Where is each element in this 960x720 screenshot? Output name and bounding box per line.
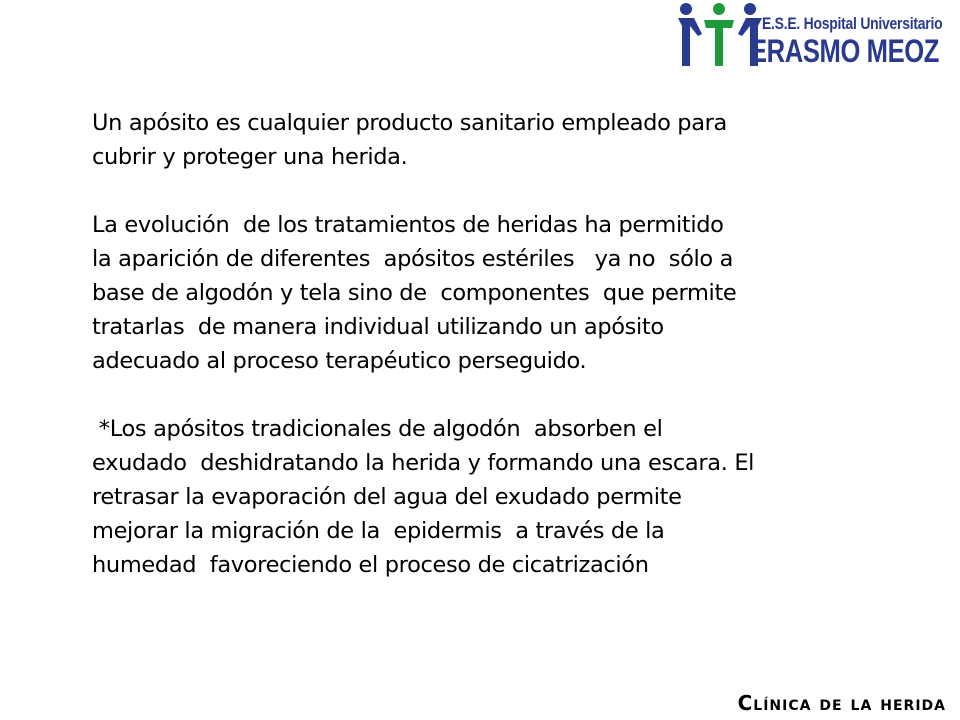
text-line: la aparición de diferentes apósitos estériles ya no sólo a: [92, 246, 734, 272]
text-line: adecuado al proceso terapéutico perseguido.: [92, 348, 587, 374]
text-line: base de algodón y tela sino de componentes que permite: [92, 280, 737, 306]
paragraph-evolution: [92, 208, 952, 378]
text-line: retrasar la evaporación del agua del exudado permite: [92, 484, 682, 510]
logo-hospital-name: ERASMO MEOZ: [750, 33, 940, 69]
text-line: mejorar la migración de la epidermis a través de la: [92, 518, 665, 544]
text-line: *Los apósitos tradicionales de algodón absorben el: [92, 416, 663, 442]
text-line: La evolución de los tratamientos de heridas ha permitido: [92, 212, 724, 238]
text-line: cubrir y proteger una herida.: [92, 144, 408, 170]
hospital-logo: [676, 0, 943, 70]
paragraph-traditional-dressings: [92, 412, 952, 582]
text-line: exudado deshidratando la herida y formando una escara. El: [92, 450, 755, 476]
text-line: humedad favoreciendo el proceso de cicatrización: [92, 552, 649, 578]
text-line: Un apósito es cualquier producto sanitario empleado para: [92, 110, 727, 136]
slide-body: [92, 106, 952, 582]
paragraph-definition: [92, 106, 952, 174]
footer-title: Clínica de la herida: [737, 691, 946, 715]
logo-hospital-line: E.S.E. Hospital Universitario: [762, 14, 943, 33]
text-line: tratarlas de manera individual utilizando un apósito: [92, 314, 664, 340]
